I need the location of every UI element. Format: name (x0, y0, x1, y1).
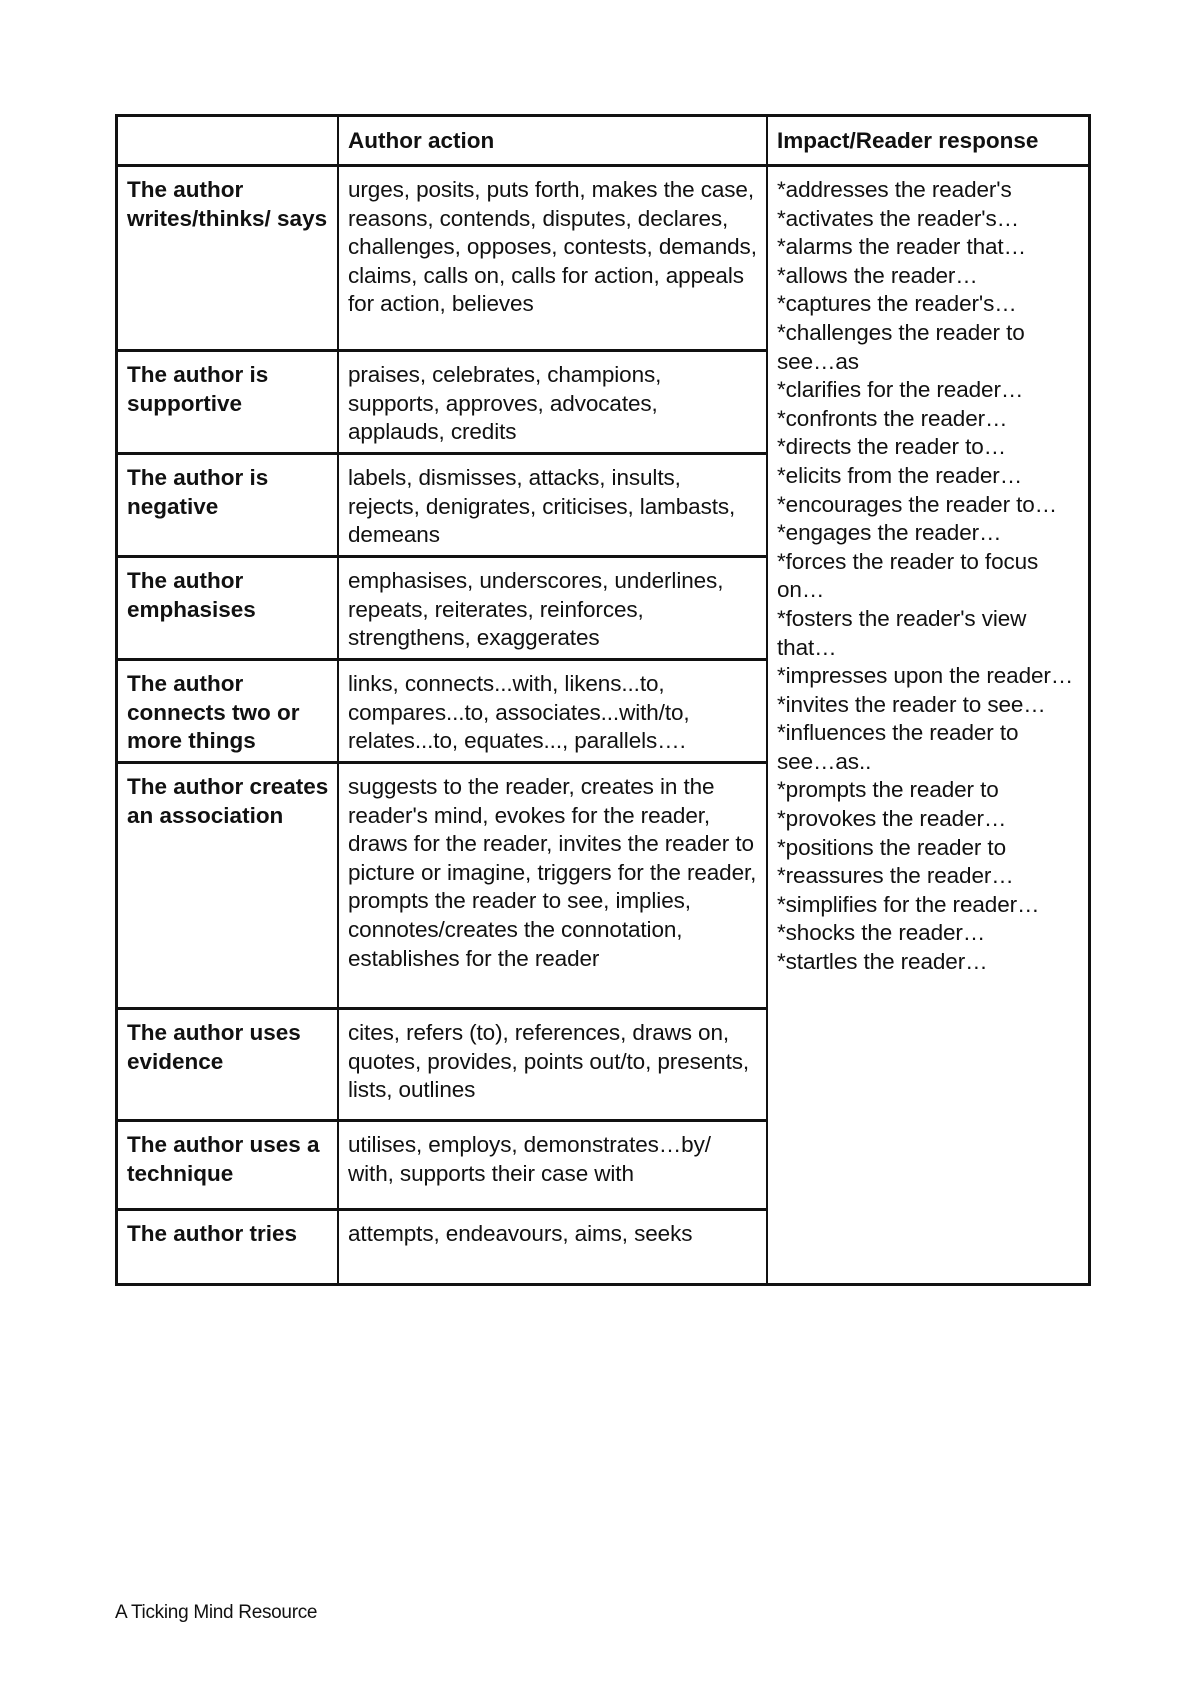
reader-response-item: *forces the reader to focus on… (777, 548, 1039, 603)
row-actions: utilises, employs, demonstrates…by/ with, supports their case with (339, 1119, 766, 1208)
row-label: The author writes/thinks/ says (118, 164, 337, 349)
reader-response-list (777, 176, 1080, 977)
reader-response-item: *captures the reader's… (777, 291, 1017, 317)
header-impact-reader-response: Impact/Reader response (777, 128, 1039, 153)
reader-response-item: *encourages the reader to… (777, 491, 1058, 517)
reader-response-item: *clarifies for the reader… (777, 377, 1024, 403)
reader-response-item: *reassures the reader… (777, 863, 1014, 889)
row-actions: suggests to the reader, creates in the reader's mind, evokes for the reader, draws for the reader, invites the reader to picture or imagine, triggers for the reader, prompts the reader to see, implies, connotes/creates the connotation, establishes for the reader (339, 761, 766, 1007)
reader-response-item: *allows the reader… (777, 262, 978, 288)
row-label: The author uses evidence (118, 1007, 337, 1119)
row-label: The author emphasises (118, 555, 337, 658)
reader-response-item: *elicits from the reader… (777, 462, 1023, 488)
row-actions: cites, refers (to), references, draws on, quotes, provides, points out/to, presents, lists, outlines (339, 1007, 766, 1119)
footer-credit: A Ticking Mind Resource (115, 1602, 318, 1623)
reader-response-item: *prompts the reader to (777, 777, 999, 803)
row-label: The author creates an association (118, 761, 337, 1007)
row-actions: urges, posits, puts forth, makes the case, reasons, contends, disputes, declares, challenges, opposes, contests, demands, claims, calls on, calls for action, appeals for action, believes (339, 164, 766, 349)
reader-response-item: *addresses the reader's (777, 177, 1012, 202)
reader-response-item: *provokes the reader… (777, 806, 1007, 832)
row-label: The author tries (118, 1208, 337, 1283)
reader-response-item: *startles the reader… (777, 949, 988, 975)
row-label: The author is negative (118, 452, 337, 555)
reader-response-item: *confronts the reader… (777, 405, 1008, 431)
reader-response-item: *invites the reader to see… (777, 691, 1046, 717)
reader-response-item: *impresses upon the reader… (777, 663, 1074, 689)
row-actions: links, connects...with, likens...to, compares...to, associates...with/to, relates...to, equates..., parallels…. (339, 658, 766, 761)
label-column (118, 117, 337, 1283)
reader-response-item: *directs the reader to… (777, 434, 1007, 460)
reader-response-item: *positions the reader to (777, 834, 1006, 860)
row-actions: praises, celebrates, champions, supports, approves, advocates, applauds, credits (339, 349, 766, 452)
row-label: The author is supportive (118, 349, 337, 452)
header-author-action: Author action (348, 128, 495, 153)
row-actions: attempts, endeavours, aims, seeks (339, 1208, 766, 1283)
row-label: The author uses a technique (118, 1119, 337, 1208)
reader-response-item: *challenges the reader to see…as (777, 319, 1025, 374)
verbs-table (115, 114, 1091, 1286)
impact-column (766, 117, 1088, 1283)
action-column (337, 117, 766, 1283)
row-label: The author connects two or more things (118, 658, 337, 761)
row-actions: labels, dismisses, attacks, insults, rejects, denigrates, criticises, lambasts, demeans (339, 452, 766, 555)
reader-response-item: *alarms the reader that… (777, 234, 1026, 260)
reader-response-item: *engages the reader… (777, 520, 1002, 546)
reader-response-item: *simplifies for the reader… (777, 891, 1040, 917)
reader-response-cell (768, 164, 1088, 1283)
reader-response-item: *shocks the reader… (777, 920, 986, 946)
reader-response-item: *fosters the reader's view that… (777, 605, 1027, 660)
reader-response-item: *influences the reader to see…as.. (777, 720, 1019, 774)
row-actions: emphasises, underscores, underlines, repeats, reiterates, reinforces, strengthens, exaggerates (339, 555, 766, 658)
header-empty-cell (118, 117, 337, 164)
reader-response-item: *activates the reader's… (777, 205, 1020, 231)
